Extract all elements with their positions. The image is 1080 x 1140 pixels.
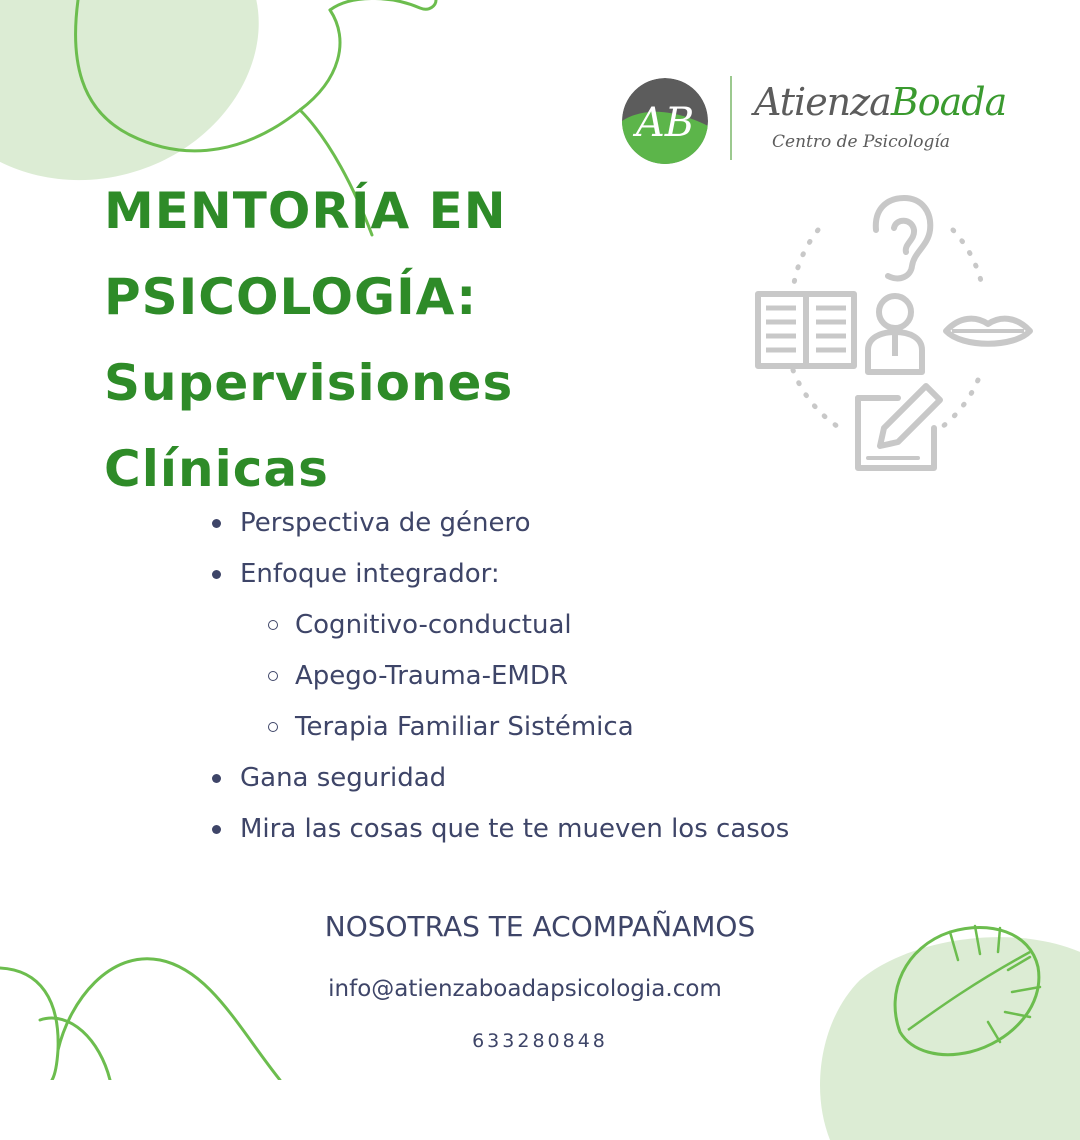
- logo-monogram-icon: [622, 78, 708, 164]
- list-item: Enfoque integrador:: [212, 551, 789, 602]
- page-title: [104, 168, 513, 512]
- psychology-icon-cluster: [748, 190, 1038, 480]
- title-line-1: MENTORÍA EN: [104, 182, 507, 240]
- logo-name-part2: Boada: [890, 80, 1007, 124]
- list-item: Perspectiva de género: [212, 500, 789, 551]
- logo-badge: [622, 78, 708, 164]
- logo-name-part1: Atienza: [754, 80, 891, 124]
- list-subitem: Cognitivo-conductual: [212, 602, 789, 653]
- ear-icon: [876, 198, 930, 278]
- person-icon: [868, 296, 922, 372]
- title-line-4: Clínicas: [104, 440, 329, 498]
- contact-email[interactable]: info@atienzaboadapsicologia.com: [328, 976, 722, 1002]
- list-subitem: Terapia Familiar Sistémica: [212, 704, 789, 755]
- call-to-action: NOSOTRAS TE ACOMPAÑAMOS: [324, 910, 756, 943]
- title-line-3: Supervisiones: [104, 354, 514, 412]
- topics-list: [212, 500, 789, 857]
- brand-logo: [622, 76, 1007, 166]
- squiggle-line-bottom-left: [0, 940, 300, 1080]
- document-edit-icon: [858, 386, 940, 468]
- logo-divider: [730, 76, 732, 160]
- logo-subtitle: Centro de Psicología: [772, 132, 950, 152]
- book-icon: [758, 294, 854, 366]
- contact-phone[interactable]: 633280848: [472, 1030, 608, 1052]
- list-item: Gana seguridad: [212, 755, 789, 806]
- list-item: Mira las cosas que te te mueven los casos: [212, 806, 789, 857]
- list-subitem: Apego-Trauma-EMDR: [212, 653, 789, 704]
- logo-monogram: AB: [635, 100, 695, 146]
- logo-name: [754, 80, 1006, 124]
- title-line-2: PSICOLOGÍA:: [104, 268, 478, 326]
- lips-icon: [946, 319, 1030, 344]
